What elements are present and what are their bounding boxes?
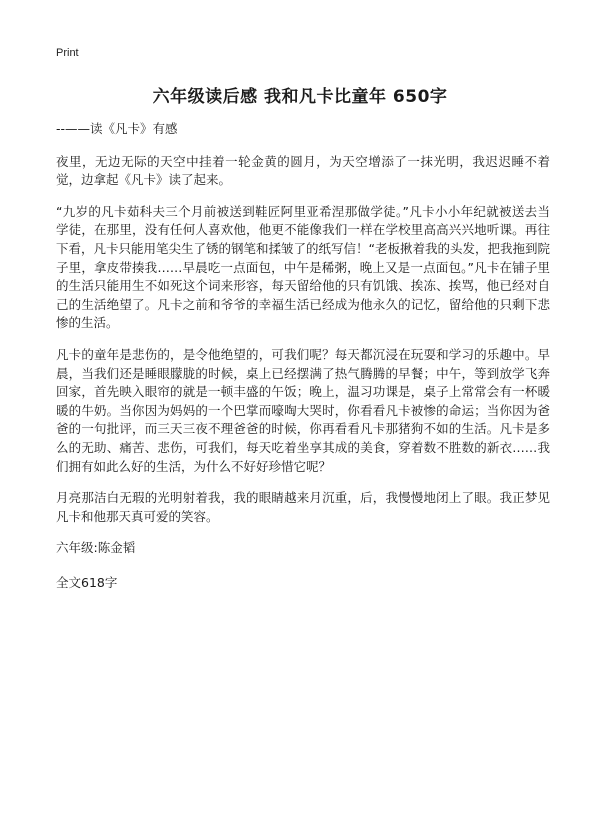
paragraph-1: 夜里，无边无际的天空中挂着一轮金黄的圆月，为天空增添了一抹光明，我迟迟睡不着觉，边拿起《凡卡》读了起来。 xyxy=(56,153,550,188)
article-body xyxy=(56,120,550,605)
word-count: 全文618字 xyxy=(56,574,118,590)
paragraph-2: “九岁的凡卡茹科夫三个月前被送到鞋匠阿里亚希涅那做学徒。”凡卡小小年纪就被送去当学徒，在那里，没有任何人喜欢他，他更不能像我们一样在学校里高高兴兴地听课。再往下看，凡卡只能用笔尖生了锈的钢笔和揉皱了的纸写信！“老板揪着我的头发，把我拖到院子里，拿皮带揍我……早晨吃一点面包，中午是稀粥，晚上又是一点面包。”凡卡在铺子里的生活只能用生不如死这个词来形容，每天留给他的只有饥饿、挨冻、挨骂，他已经对自己的生活绝望了。凡卡之前和爷爷的幸福生活已经成为他永久的记忆，留给他的只剩下悲惨的生活。 xyxy=(56,203,550,331)
page-title: 六年级读后感 我和凡卡比童年 650字 xyxy=(152,87,448,107)
paragraph-4: 月亮那洁白无瑕的光明射着我，我的眼睛越来月沉重，后，我慢慢地闭上了眼。我正梦见凡卡和他那天真可爱的笑容。 xyxy=(56,490,550,524)
author-line: 六年级:陈金韬 xyxy=(56,540,136,556)
paragraph-3: 凡卡的童年是悲伤的，是令他绝望的，可我们呢？每天都沉浸在玩耍和学习的乐趣中。早晨，当我们还是睡眼朦胧的时候，桌上已经摆满了热气腾腾的早餐；中午，等到放学飞奔回家，首先映入眼帘的就是一顿丰盛的午饭；晚上，温习功课是，桌子上常常会有一杯暖暖的牛奶。当你因为妈妈的一个巴掌而嚎啕大哭时，你看看凡卡被惨的命运；当你因为爸爸的一句批评，而三天三夜不理爸爸的时候，你再看看凡卡那猪狗不如的生活。凡卡是多么的无助、痛苦、悲伤，可我们，每天吃着坐享其成的美食，穿着数不胜数的新衣……我们拥有如此么好的生活，为什么不好好珍惜它呢？ xyxy=(56,346,550,474)
article-subtitle: --——读《凡卡》有感 xyxy=(56,121,178,136)
print-link[interactable]: Print xyxy=(56,47,79,59)
